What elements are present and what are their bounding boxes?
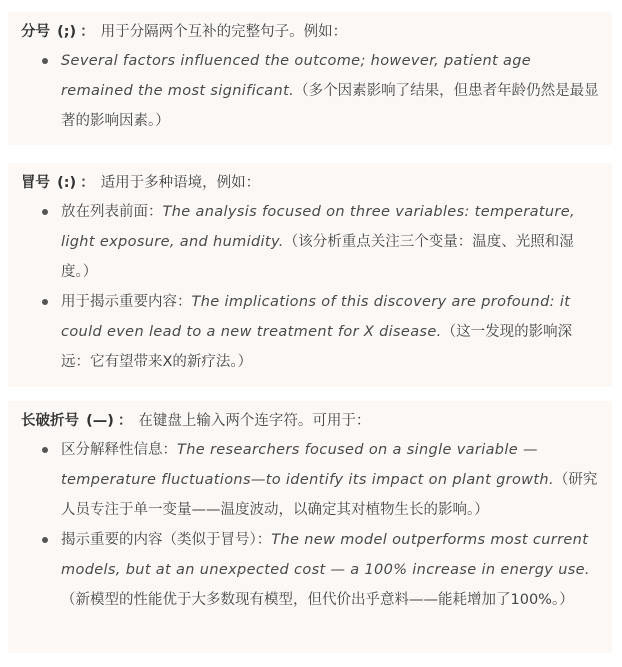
heading-colon: ： [80,175,95,191]
usage-prefix: 揭示重要的内容（类似于冒号）： [61,532,272,548]
em-dash-section [8,401,612,653]
chinese-translation: （这一发现的影响深远：它有望带来X的新疗法。） [61,324,573,370]
term-label: 冒号 (:) [21,175,77,191]
section-description: 在键盘上输入两个连字符。可用于： [138,413,371,429]
chinese-translation: （多个因素影响了结果，但患者年龄仍然是最显著的影响因素。） [61,83,599,129]
english-example: The analysis focused on three variables: temperature, light exposure, and humidity. [61,204,575,250]
heading-colon: ： [80,24,95,40]
section-description: 适用于多种语境，例如： [100,175,261,191]
example-list [21,197,600,377]
usage-prefix: 放在列表前面： [61,204,163,220]
section-heading [21,20,600,44]
chinese-translation: （该分析重点关注三个变量：温度、光照和湿度。） [61,234,574,280]
list-item [61,46,600,136]
english-example: The researchers focused on a single variable — temperature fluctuations—to identify its impact on plant growth. [61,442,554,488]
example-list [21,435,600,615]
colon-section [8,163,612,387]
term-label: 长破折号 (—) [21,413,114,429]
term-label: 分号 (;) [21,24,77,40]
semicolon-section [8,12,612,145]
heading-colon: ： [117,413,133,429]
list-item [61,197,600,287]
example-list [21,46,600,136]
section-heading [21,171,600,195]
list-item [61,287,600,377]
english-example: The implications of this discovery are profound: it could even lead to a new treatment for X disease. [61,294,571,340]
usage-prefix: 用于揭示重要内容： [61,294,192,310]
list-item [61,525,600,615]
english-example: Several factors influenced the outcome; however, patient age remained the most significant. [61,53,532,99]
english-example: The new model outperforms most current models, but at an unexpected cost — a 100% increase in energy use. [61,532,590,578]
list-item [61,435,600,525]
chinese-translation: （新模型的性能优于大多数现有模型，但代价出乎意料——能耗增加了100%。） [61,592,574,608]
usage-prefix: 区分解释性信息： [61,442,177,458]
section-heading [21,409,600,433]
chinese-translation: （研究人员专注于单一变量——温度波动，以确定其对植物生长的影响。） [61,472,598,518]
section-description: 用于分隔两个互补的完整句子。例如： [100,24,348,40]
